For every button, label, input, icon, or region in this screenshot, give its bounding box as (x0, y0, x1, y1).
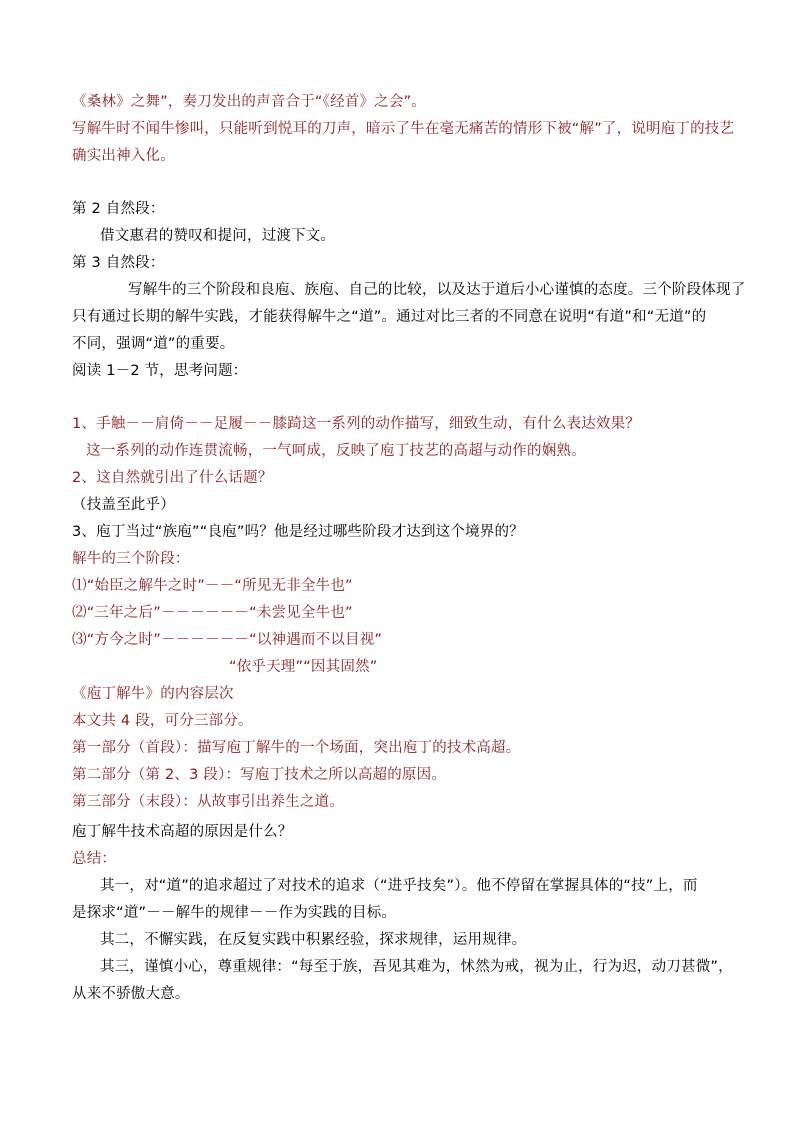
list-item: ⑴“始臣之解牛之时”－－“所见无非全牛也” (72, 578, 353, 594)
section-heading: 第 2 自然段： (72, 201, 165, 217)
list-heading: 解牛的三个阶段： (72, 551, 190, 567)
list-item-continuation: “依乎天理”“因其固然” (229, 659, 378, 675)
question-line: 2、这自然就引出了什么话题？ (72, 470, 273, 486)
text-line: 是探求“道”－－解牛的规律－－作为实践的目标。 (72, 905, 397, 921)
text-line: 第一部分（首段）：描写庖丁解牛的一个场面，突出庖丁的技术高超。 (72, 740, 521, 756)
text-line: 本文共 4 段，可分三部分。 (72, 713, 253, 729)
section-heading: 第 3 自然段： (72, 255, 165, 271)
text-line: 写解牛时不闻牛惨叫，只能听到悦耳的刀声，暗示了牛在毫无痛苦的情形下被“解”了，说明庖丁的技艺 (72, 121, 735, 137)
text-line: 其二，不懈实践，在反复实践中积累经验，探求规律，运用规律。 (100, 932, 527, 948)
question-line: 1、手触－－肩倚－－足履－－膝踦这一系列的动作描写，细致生动，有什么表达效果？ (72, 416, 641, 432)
question-line: 3、庖丁当过“族庖”“良庖”吗？他是经过哪些阶段才达到这个境界的？ (72, 524, 524, 540)
text-line: 第三部分（末段）：从故事引出养生之道。 (72, 794, 345, 810)
section-heading: 《庖丁解牛》的内容层次 (72, 686, 234, 702)
list-item: ⑶“方今之时”－－－－－－“以神遇而不以目视” (72, 632, 383, 648)
text-line: 从来不骄傲大意。 (72, 986, 190, 1002)
text-line: 其一，对“道”的追求超过了对技术的追求（“进乎技矣”）。他不停留在掌握具体的“技”上，而 (100, 878, 698, 894)
text-line: 写解牛的三个阶段和良庖、族庖、自己的比较，以及达于道后小心谨慎的态度。三个阶段体现了 (128, 282, 746, 298)
section-heading: 阅读 1－2 节，思考问题： (72, 363, 248, 379)
text-line: 只有通过长期的解牛实践，才能获得解牛之“道”。通过对比三者的不同意在说明“有道”和“无道”的 (72, 309, 707, 325)
text-line: 其三，谨慎小心，尊重规律：“每至于族，吾见其难为，怵然为戒，视为止，行为迟，动刀甚微”， (100, 959, 733, 975)
text-line: 不同，强调“道”的重要。 (72, 336, 235, 352)
text-line: 《桑林》之舞”，奏刀发出的声音合于“《经首》之会”。 (72, 94, 426, 110)
question-line: 庖丁解牛技术高超的原因是什么？ (72, 824, 293, 840)
answer-line: （技盖至此乎） (72, 497, 175, 513)
list-item: ⑵“三年之后”－－－－－－“未尝见全牛也” (72, 605, 353, 621)
section-heading: 总结： (72, 851, 117, 867)
text-line: 第二部分（第 2、3 段）：写庖丁技术之所以高超的原因。 (72, 767, 447, 783)
text-line: 借文惠君的赞叹和提问，过渡下文。 (100, 228, 336, 244)
answer-line: 这一系列的动作连贯流畅，一气呵成，反映了庖丁技艺的高超与动作的娴熟。 (86, 443, 586, 459)
text-line: 确实出神入化。 (72, 148, 175, 164)
